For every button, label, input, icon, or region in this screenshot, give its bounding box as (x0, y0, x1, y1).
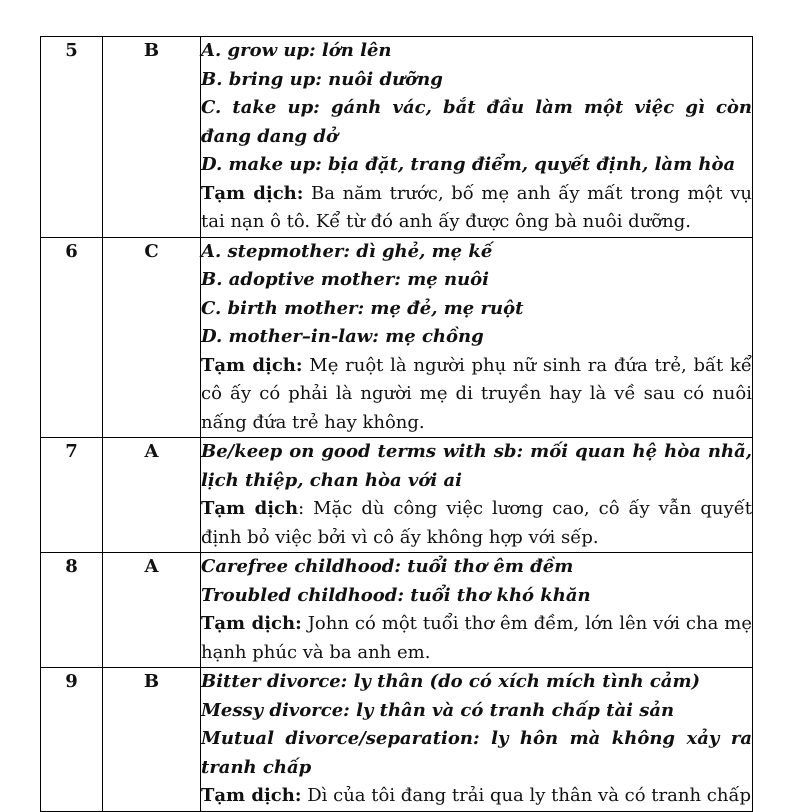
vocab-item: A. stepmother: dì ghẻ, mẹ kế (201, 240, 493, 262)
translation-line (201, 352, 752, 438)
vocab-item: C. take up: gánh vác, bắt đầu làm một việc gì còn đang dang dở (201, 97, 752, 147)
answer-letter: A (103, 438, 201, 553)
vocab-item: Messy divorce: ly thân và có tranh chấp tài sản (201, 699, 675, 721)
translation-line (201, 610, 752, 667)
translation-label: Tạm dịch: (201, 613, 302, 634)
translation-text: : Mặc dù công việc lương cao, cô ấy vẫn quyết định bỏ việc bởi vì cô ấy không hợp với sếp. (201, 498, 753, 548)
vocab-item: B. adoptive mother: mẹ nuôi (201, 269, 489, 290)
vocab-item: C. birth mother: mẹ đẻ, mẹ ruột (201, 297, 524, 319)
question-number: 9 (41, 668, 103, 812)
question-number: 5 (41, 37, 103, 238)
vocab-item: Mutual divorce/separation: ly hôn mà không xảy ra tranh chấp (201, 728, 752, 778)
answer-letter: C (103, 237, 201, 438)
answer-table (40, 36, 753, 812)
translation-text: John có một tuổi thơ êm đềm, lớn lên với cha mẹ hạnh phúc và ba anh em. (201, 613, 752, 663)
explanation-cell (201, 668, 753, 812)
table-row (41, 438, 753, 553)
question-number: 8 (41, 553, 103, 668)
answer-table-body (41, 37, 753, 812)
table-row (41, 553, 753, 668)
table-row (41, 668, 753, 812)
translation-text: Mẹ ruột là người phụ nữ sinh ra đứa trẻ, bất kể cô ấy có phải là người mẹ di truyền hay là về sau có nuôi nấng đứa trẻ hay không. (201, 354, 752, 433)
vocab-item: D. make up: bịa đặt, trang điểm, quyết định, làm hòa (201, 154, 736, 175)
vocab-item: A. grow up: lớn lên (201, 40, 392, 61)
explanation-cell (201, 553, 753, 668)
translation-text: Dì của tôi đang trải qua ly thân và có tranh chấp (301, 785, 751, 806)
table-row (41, 37, 753, 238)
explanation-cell (201, 37, 753, 238)
answer-letter: B (103, 668, 201, 812)
translation-label: Tạm dịch: (201, 354, 303, 376)
vocab-item: D. mother–in-law: mẹ chồng (201, 326, 484, 347)
translation-label: Tạm dịch: (201, 785, 302, 806)
translation-label: Tạm dịch: (201, 182, 304, 204)
translation-line (201, 782, 752, 811)
question-number: 6 (41, 237, 103, 438)
vocab-item: Troubled childhood: tuổi thơ khó khăn (201, 584, 591, 606)
translation-label: Tạm dịch (201, 498, 299, 519)
table-row (41, 237, 753, 438)
explanation-cell (201, 237, 753, 438)
answer-letter: B (103, 37, 201, 238)
question-number: 7 (41, 438, 103, 553)
answer-letter: A (103, 553, 201, 668)
explanation-cell (201, 438, 753, 553)
translation-text: Ba năm trước, bố mẹ anh ấy mất trong một vụ tai nạn ô tô. Kể từ đó anh ấy được ông bà nuôi dưỡng. (201, 182, 752, 232)
vocab-item: Bitter divorce: ly thân (do có xích mích tình cảm) (201, 671, 701, 692)
translation-line (201, 180, 752, 237)
translation-line (201, 495, 752, 552)
vocab-item: Carefree childhood: tuổi thơ êm đềm (201, 556, 574, 577)
vocab-item: B. bring up: nuôi dưỡng (201, 68, 443, 90)
vocab-item: Be/keep on good terms with sb: mối quan hệ hòa nhã, lịch thiệp, chan hòa với ai (201, 441, 752, 491)
